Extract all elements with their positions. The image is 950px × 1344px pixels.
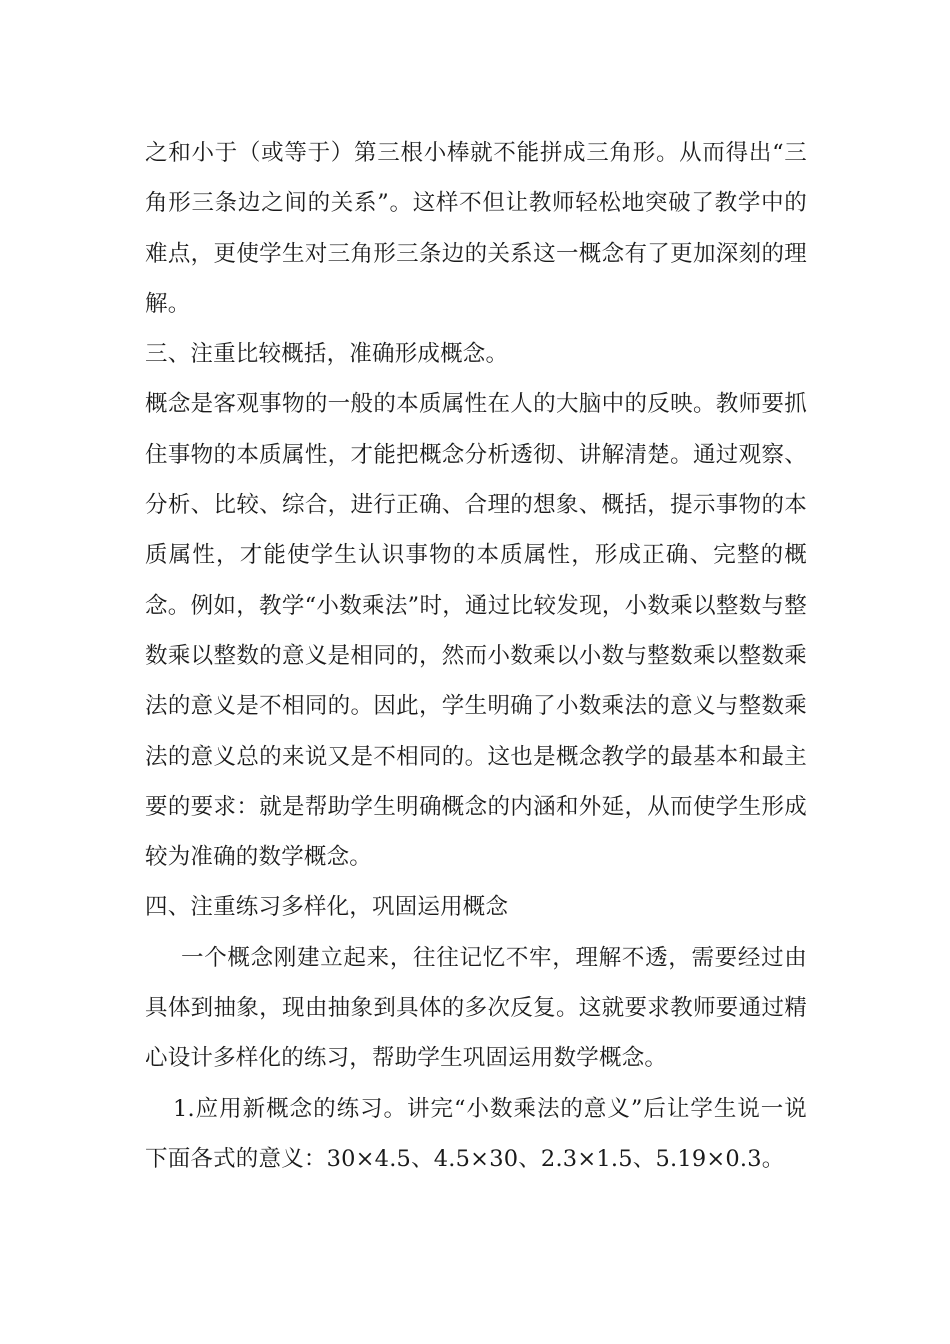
paragraph-practice-intro: 一个概念刚建立起来，往往记忆不牢，理解不透，需要经过由具体到抽象，现由抽象到具体的多次反复。这就要求教师要通过精心设计多样化的练习，帮助学生巩固运用数学概念。	[145, 944, 807, 1072]
section-heading-4: 四、注重练习多样化，巩固运用概念	[145, 894, 509, 921]
section-heading-3: 三、注重比较概括，准确形成概念。	[145, 341, 509, 368]
document-body	[145, 128, 807, 1184]
paragraph-practice-item-1: 1.应用新概念的练习。讲完“小数乘法的意义”后让学生说一说下面各式的意义：30×4.5、4.5×30、2.3×1.5、5.19×0.3。	[145, 1095, 807, 1172]
paragraph-concept-comparison: 概念是客观事物的一般的本质属性在人的大脑中的反映。教师要抓住事物的本质属性，才能把概念分析透彻、讲解清楚。通过观察、分析、比较、综合，进行正确、合理的想象、概括，提示事物的本质属性，才能使学生认识事物的本质属性，形成正确、完整的概念。例如，教学“小数乘法”时，通过比较发现，小数乘以整数与整数乘以整数的意义是相同的，然而小数乘以小数与整数乘以整数乘法的意义是不相同的。因此，学生明确了小数乘法的意义与整数乘法的意义总的来说又是不相同的。这也是概念教学的最基本和最主要的要求：就是帮助学生明确概念的内涵和外延，从而使学生形成较为准确的数学概念。	[145, 391, 807, 871]
paragraph-triangle-conclusion: 之和小于（或等于）第三根小棒就不能拼成三角形。从而得出“三角形三条边之间的关系”。这样不但让教师轻松地突破了教学中的难点，更使学生对三角形三条边的关系这一概念有了更加深刻的理解。	[145, 140, 807, 317]
